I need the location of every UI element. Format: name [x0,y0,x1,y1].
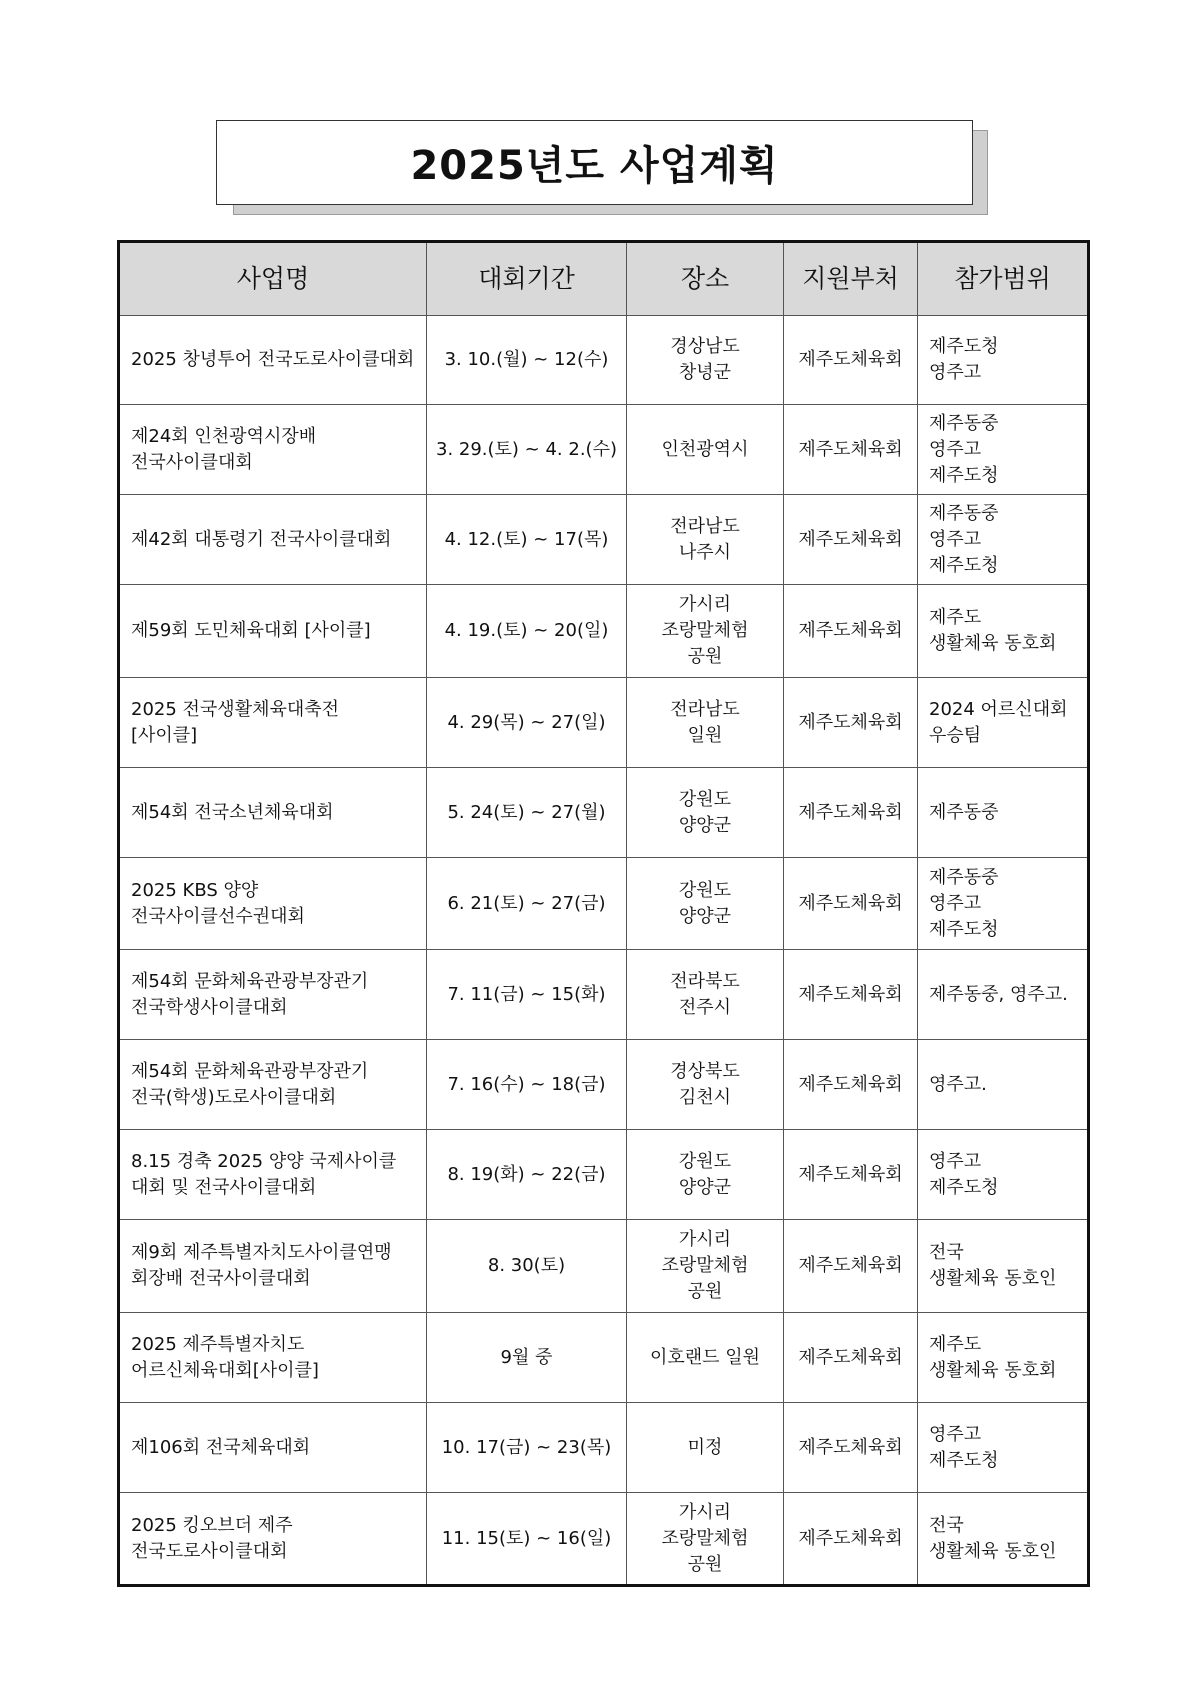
header-support: 지원부처 [784,242,918,316]
cell-place: 전라북도 전주시 [627,950,784,1040]
cell-support: 제주도체육회 [784,858,918,950]
cell-support: 제주도체육회 [784,768,918,858]
cell-place: 강원도 양양군 [627,768,784,858]
cell-place: 가시리 조랑말체험 공원 [627,1220,784,1313]
cell-period: 4. 12.(토) ~ 17(목) [427,495,627,585]
cell-period: 8. 19(화) ~ 22(금) [427,1130,627,1220]
cell-place: 경상북도 김천시 [627,1040,784,1130]
title-banner [216,120,973,205]
cell-scope: 제주도 생활체육 동호회 [918,1313,1089,1403]
cell-name: 8.15 경축 2025 양양 국제사이클 대회 및 전국사이클대회 [119,1130,427,1220]
cell-name: 제54회 문화체육관광부장관기 전국학생사이클대회 [119,950,427,1040]
table-row [119,1313,1089,1403]
table-row [119,768,1089,858]
header-period: 대회기간 [427,242,627,316]
cell-name: 2025 제주특별자치도 어르신체육대회[사이클] [119,1313,427,1403]
cell-name: 2025 창녕투어 전국도로사이클대회 [119,316,427,405]
cell-scope: 전국 생활체육 동호인 [918,1493,1089,1586]
table-row [119,858,1089,950]
cell-period: 5. 24(토) ~ 27(월) [427,768,627,858]
cell-place: 이호랜드 일원 [627,1313,784,1403]
table-row [119,1040,1089,1130]
cell-place: 미정 [627,1403,784,1493]
header-place: 장소 [627,242,784,316]
cell-place: 강원도 양양군 [627,858,784,950]
cell-support: 제주도체육회 [784,405,918,495]
cell-name: 제106회 전국체육대회 [119,1403,427,1493]
table-row [119,495,1089,585]
cell-support: 제주도체육회 [784,950,918,1040]
cell-place: 경상남도 창녕군 [627,316,784,405]
table-row [119,316,1089,405]
cell-support: 제주도체육회 [784,1313,918,1403]
cell-period: 3. 10.(월) ~ 12(수) [427,316,627,405]
cell-name: 제54회 문화체육관광부장관기 전국(학생)도로사이클대회 [119,1040,427,1130]
cell-support: 제주도체육회 [784,1403,918,1493]
cell-support: 제주도체육회 [784,1493,918,1586]
table-row [119,678,1089,768]
cell-place: 인천광역시 [627,405,784,495]
cell-name: 2025 전국생활체육대축전 [사이클] [119,678,427,768]
table-row [119,1220,1089,1313]
cell-name: 제9회 제주특별자치도사이클연맹 회장배 전국사이클대회 [119,1220,427,1313]
cell-support: 제주도체육회 [784,1040,918,1130]
cell-support: 제주도체육회 [784,1220,918,1313]
cell-scope: 영주고 제주도청 [918,1130,1089,1220]
cell-support: 제주도체육회 [784,316,918,405]
table-header-row [119,242,1089,316]
cell-place: 강원도 양양군 [627,1130,784,1220]
cell-place: 전라남도 일원 [627,678,784,768]
cell-place: 전라남도 나주시 [627,495,784,585]
header-business-name: 사업명 [119,242,427,316]
cell-scope: 제주동중 영주고 제주도청 [918,405,1089,495]
table-row [119,950,1089,1040]
cell-support: 제주도체육회 [784,1130,918,1220]
cell-scope: 영주고 제주도청 [918,1403,1089,1493]
cell-place: 가시리 조랑말체험 공원 [627,585,784,678]
cell-period: 7. 16(수) ~ 18(금) [427,1040,627,1130]
cell-name: 제59회 도민체육대회 [사이클] [119,585,427,678]
cell-scope: 제주도 생활체육 동호회 [918,585,1089,678]
cell-name: 2025 KBS 양양 전국사이클선수권대회 [119,858,427,950]
cell-period: 3. 29.(토) ~ 4. 2.(수) [427,405,627,495]
table-row [119,1403,1089,1493]
cell-scope: 2024 어르신대회 우승팀 [918,678,1089,768]
cell-name: 제42회 대통령기 전국사이클대회 [119,495,427,585]
cell-scope: 제주동중 영주고 제주도청 [918,858,1089,950]
cell-name: 2025 킹오브더 제주 전국도로사이클대회 [119,1493,427,1586]
cell-scope: 제주동중 [918,768,1089,858]
table-row [119,405,1089,495]
cell-place: 가시리 조랑말체험 공원 [627,1493,784,1586]
cell-period: 4. 19.(토) ~ 20(일) [427,585,627,678]
cell-period: 10. 17(금) ~ 23(목) [427,1403,627,1493]
cell-support: 제주도체육회 [784,585,918,678]
cell-scope: 전국 생활체육 동호인 [918,1220,1089,1313]
cell-period: 8. 30(토) [427,1220,627,1313]
business-plan-table [117,240,1090,1587]
cell-period: 11. 15(토) ~ 16(일) [427,1493,627,1586]
table-row [119,1493,1089,1586]
cell-support: 제주도체육회 [784,678,918,768]
cell-period: 7. 11(금) ~ 15(화) [427,950,627,1040]
cell-period: 6. 21(토) ~ 27(금) [427,858,627,950]
page-title: 2025년도 사업계획 [216,120,973,205]
cell-scope: 제주도청 영주고 [918,316,1089,405]
cell-period: 9월 중 [427,1313,627,1403]
cell-name: 제24회 인천광역시장배 전국사이클대회 [119,405,427,495]
cell-scope: 제주동중 영주고 제주도청 [918,495,1089,585]
cell-name: 제54회 전국소년체육대회 [119,768,427,858]
table-row [119,1130,1089,1220]
header-scope: 참가범위 [918,242,1089,316]
cell-scope: 영주고. [918,1040,1089,1130]
cell-support: 제주도체육회 [784,495,918,585]
table-row [119,585,1089,678]
cell-period: 4. 29(목) ~ 27(일) [427,678,627,768]
cell-scope: 제주동중, 영주고. [918,950,1089,1040]
